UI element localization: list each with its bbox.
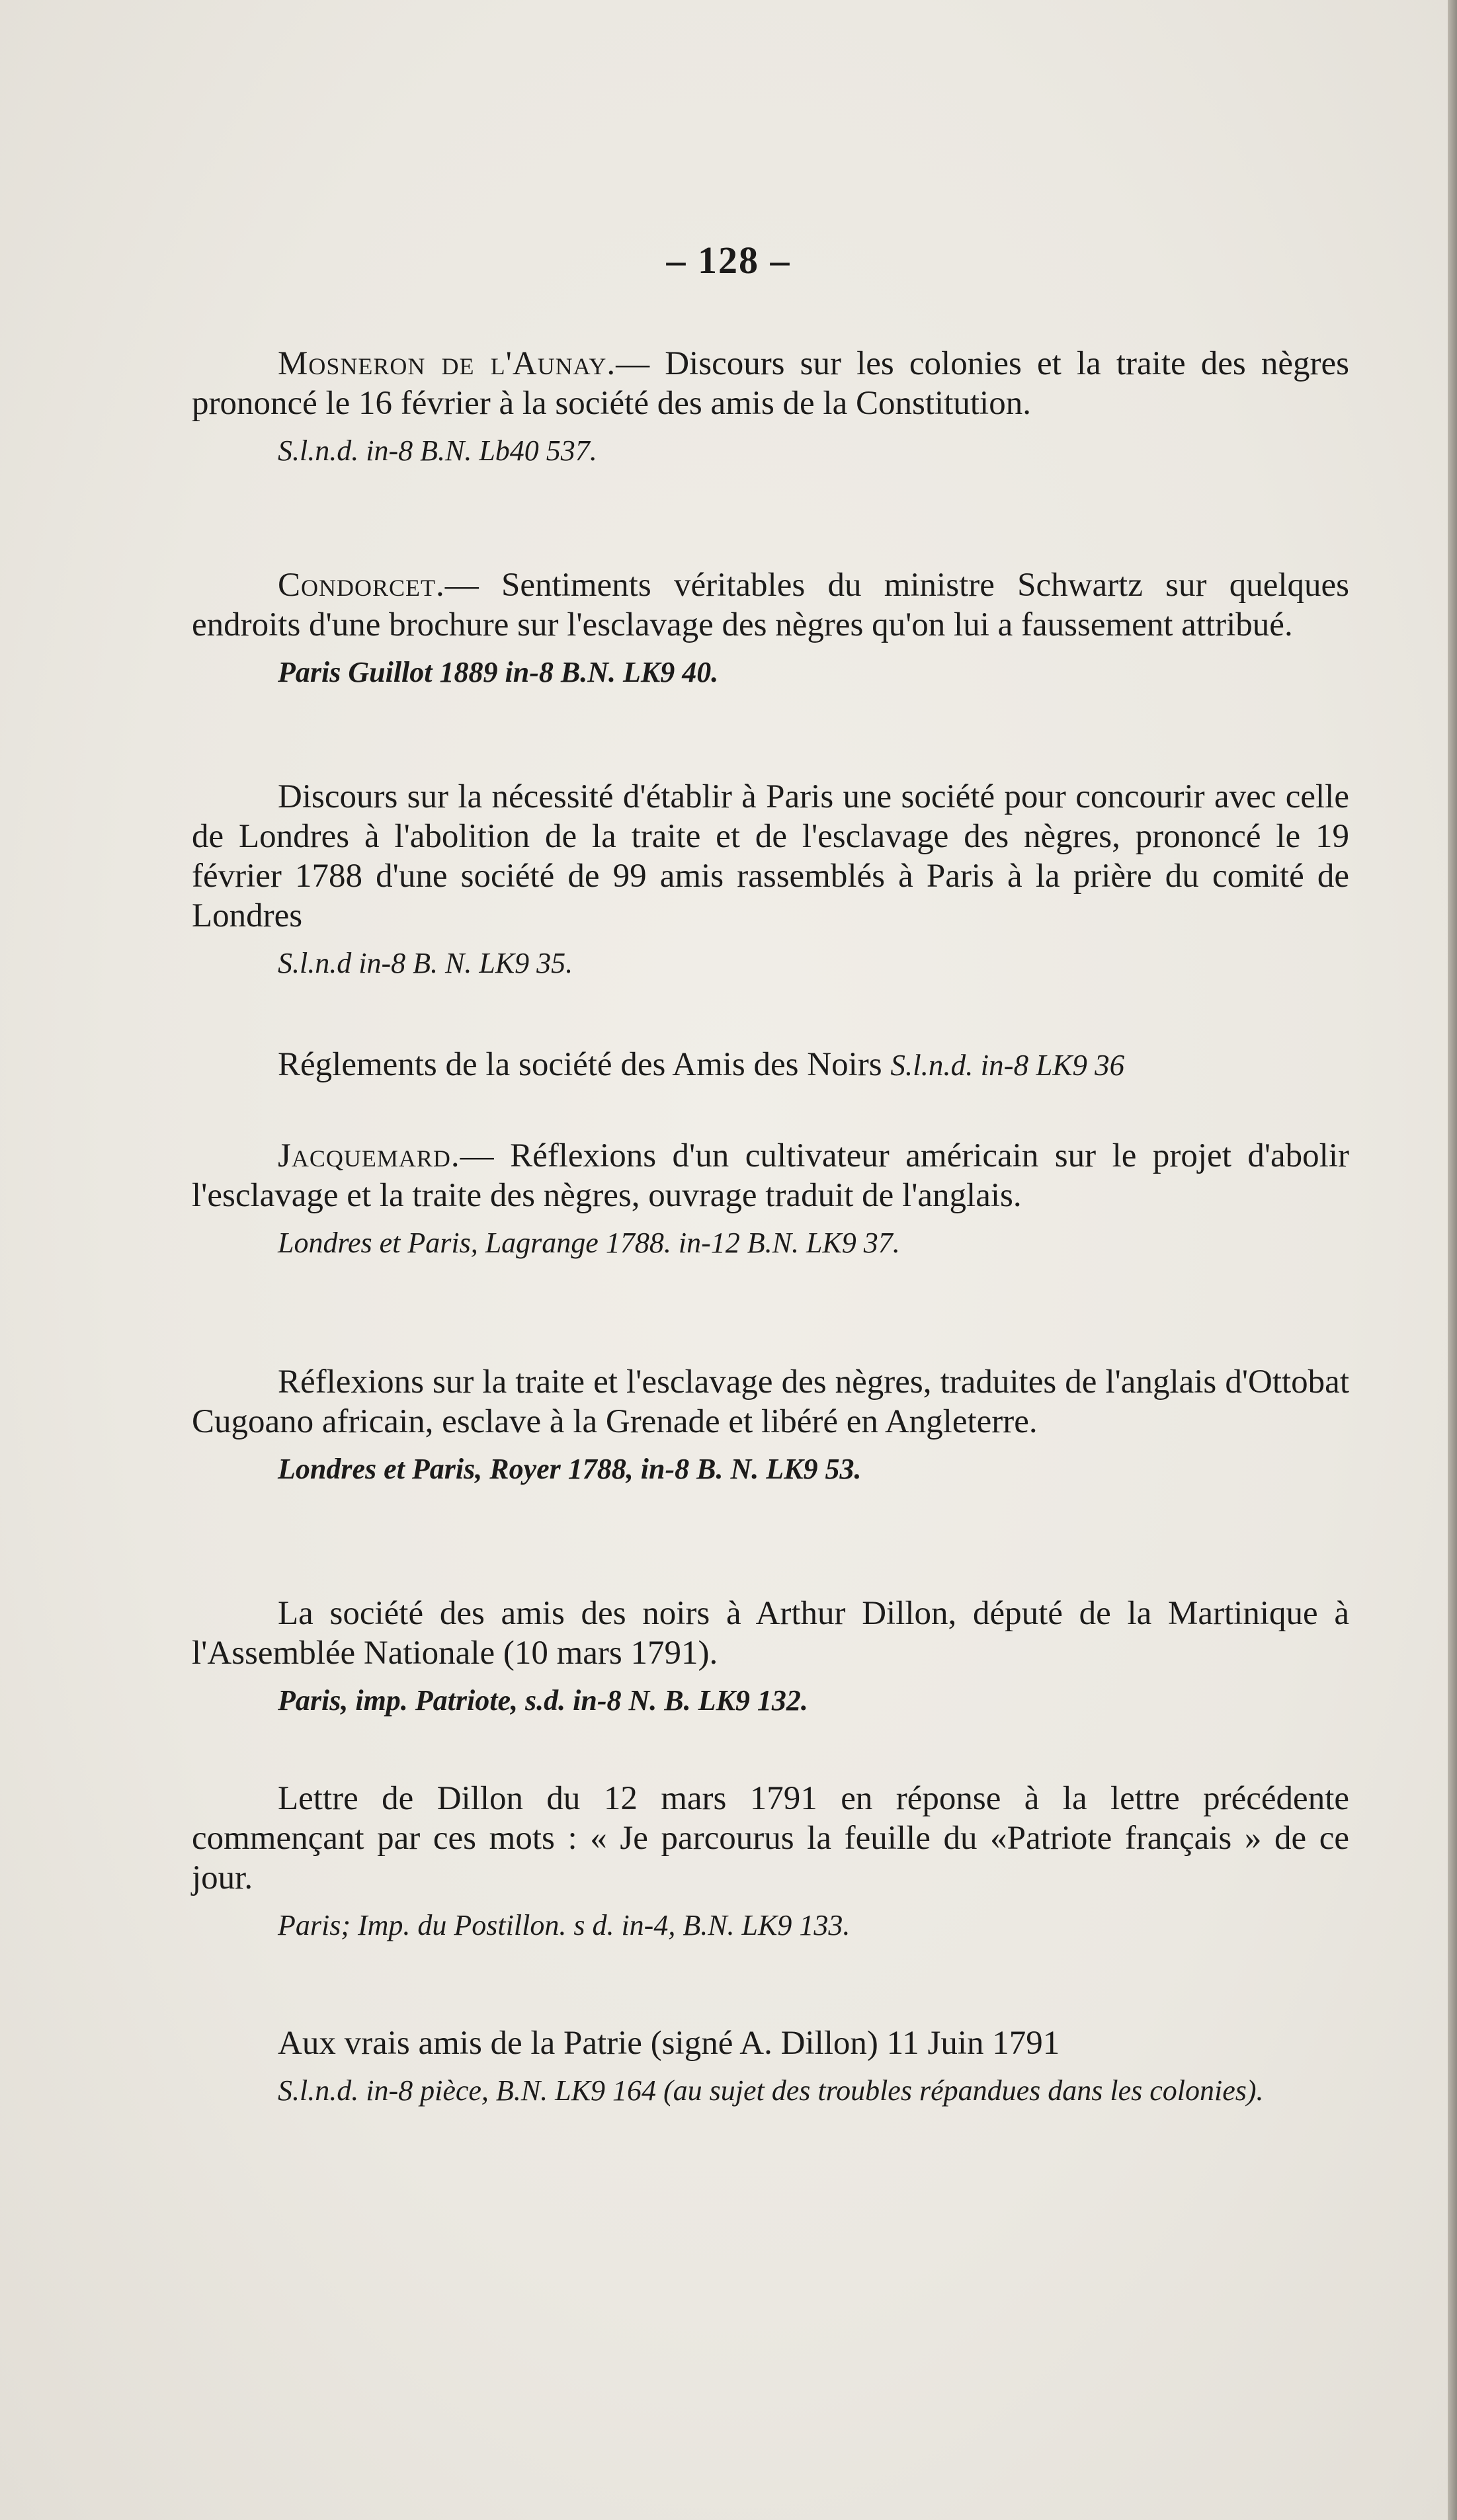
entry-reference: Londres et Paris, Lagrange 1788. in-12 B.N. LK9 37. <box>278 1227 900 1259</box>
entry-text <box>192 1136 1349 1215</box>
entry-text <box>192 2023 1349 2063</box>
entry-title: Lettre de Dillon du 12 mars 1791 en réponse à la lettre précédente commençant par ces mots : « Je parcourus la feuille du «Patriote français » de ce jour. <box>192 1780 1349 1896</box>
bibliography-entry <box>192 1136 1349 1262</box>
entry-reference: Paris; Imp. du Postillon. s d. in-4, B.N. LK9 133. <box>278 1909 851 1941</box>
entry-text <box>192 565 1349 645</box>
entry-title: Réglements de la société des Amis des Noirs <box>278 1046 882 1083</box>
entry-separator: — <box>460 1137 511 1174</box>
entry-separator: — <box>616 345 665 382</box>
entry-text <box>192 777 1349 936</box>
entry-title: Réflexions d'un cultivateur américain sur le projet d'abolir l'esclavage et la traite des nègres, ouvrage traduit de l'anglais. <box>192 1137 1349 1214</box>
entry-title: Aux vrais amis de la Patrie (signé A. Dillon) 11 Juin 1791 <box>278 2025 1060 2062</box>
bibliography-entry <box>192 1045 1349 1085</box>
entry-title: La société des amis des noirs à Arthur Dillon, député de la Martinique à l'Assemblée Nationale (10 mars 1791). <box>192 1595 1349 1672</box>
entry-title: Discours sur la nécessité d'établir à Paris une société pour concourir avec celle de Londres à l'abolition de la traite et de l'esclavage des nègres, prononcé le 19 février 1788 d'une société de 99 amis rassemblés à Paris à la prière du comité de Londres <box>192 778 1349 934</box>
entry-reference: S.l.n.d. in-8 B.N. Lb40 537. <box>278 434 597 467</box>
bibliography-entry <box>192 777 1349 982</box>
bibliography-entry <box>192 1779 1349 1944</box>
entry-reference: Londres et Paris, Royer 1788, in-8 B. N. LK9 53. <box>278 1453 862 1485</box>
bibliography-entry <box>192 565 1349 691</box>
entry-author: Jacquemard. <box>278 1137 460 1174</box>
entry-reference: Paris Guillot 1889 in-8 B.N. LK9 40. <box>278 656 719 688</box>
entry-reference: S.l.n.d in-8 B. N. LK9 35. <box>278 947 573 979</box>
entry-separator: — <box>444 567 502 604</box>
bibliography-entry <box>192 344 1349 469</box>
entry-text <box>192 1594 1349 1673</box>
entry-author: Condorcet. <box>278 567 445 604</box>
entry-title: Réflexions sur la traite et l'esclavage des nègres, traduites de l'anglais d'Ottobat Cugoano africain, esclave à la Grenade et libéré en Angleterre. <box>192 1363 1349 1440</box>
page-edge <box>1448 0 1457 2520</box>
entry-text <box>192 344 1349 423</box>
bibliography-entry <box>192 1362 1349 1488</box>
entry-reference: Paris, imp. Patriote, s.d. in-8 N. B. LK9 132. <box>278 1684 808 1717</box>
entry-title: Discours sur les colonies et la traite des nègres prononcé le 16 février à la société des amis de la Constitution. <box>192 345 1350 422</box>
entry-title: Sentiments véritables du ministre Schwartz sur quelques endroits d'une brochure sur l'esclavage des nègres qu'on lui a faussement attribué. <box>192 567 1350 643</box>
bibliography-entry <box>192 2023 1349 2109</box>
entry-text <box>192 1362 1349 1442</box>
entry-reference: S.l.n.d. in-8 pièce, B.N. LK9 164 (au sujet des troubles répandues dans les colonies). <box>278 2074 1264 2107</box>
bibliography-entry <box>192 1594 1349 1719</box>
entry-text <box>192 1779 1349 1898</box>
page-number: – 128 – <box>666 239 791 282</box>
entry-author: Mosneron de l'Aunay. <box>278 345 616 382</box>
entry-text <box>192 1045 1349 1085</box>
entry-reference-inline: S.l.n.d. in-8 LK9 36 <box>890 1049 1125 1082</box>
